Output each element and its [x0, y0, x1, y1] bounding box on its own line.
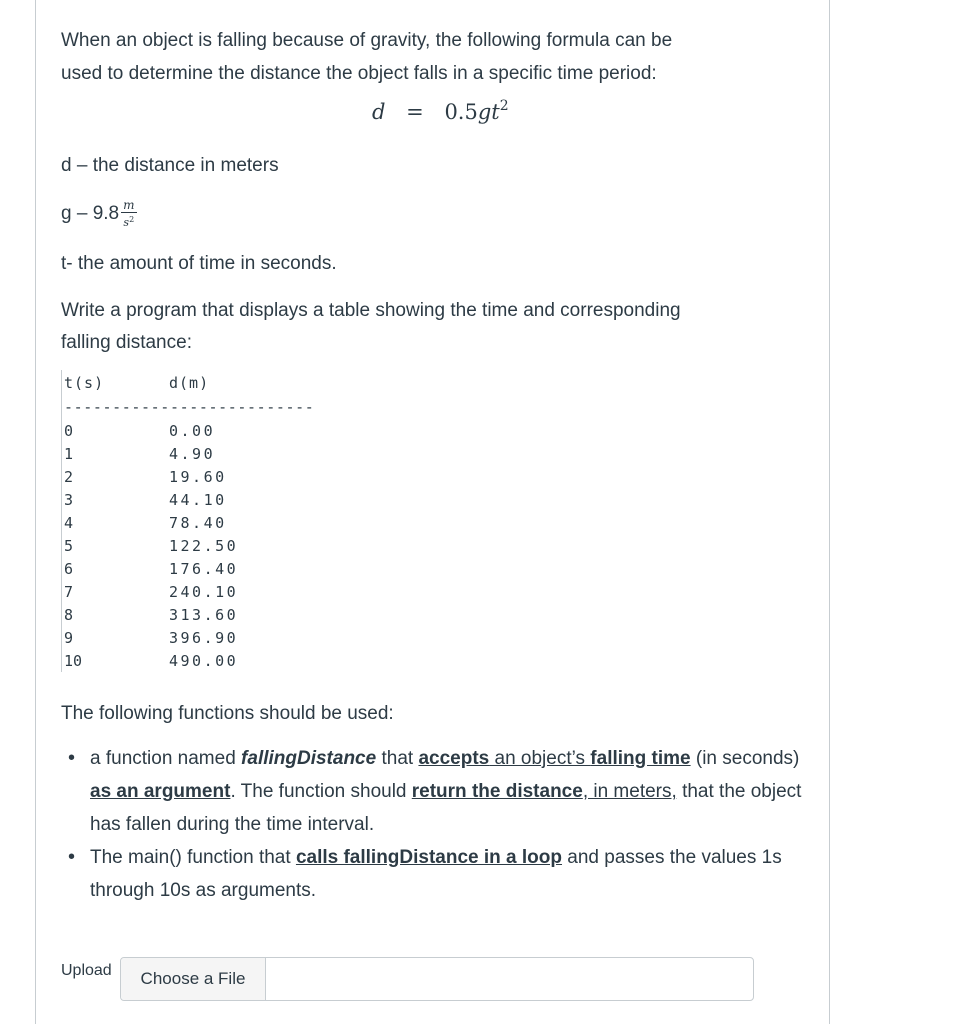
row-distance: 0.00: [169, 422, 216, 440]
b2-calls-loop: calls fallingDistance in a loop: [295, 847, 563, 868]
choose-file-button[interactable]: Choose a File: [121, 958, 266, 1000]
row-time: 9: [64, 629, 74, 647]
b1-as-argument: as an argument: [90, 781, 231, 802]
table-separator: --------------------------: [64, 398, 315, 416]
b1-text-g: that the object has fallen during the time interval.: [90, 781, 802, 835]
row-time: 7: [64, 583, 74, 601]
row-time: 2: [64, 468, 74, 486]
unit-den-exp: 2: [129, 214, 135, 224]
list-item-main: [62, 841, 812, 907]
row-distance: 396.90: [169, 629, 239, 647]
output-table: [61, 370, 332, 672]
b1-text-d: (in seconds): [690, 748, 800, 769]
intro-line-2: used to determine the distance the object falls in a specific time period:: [61, 63, 657, 84]
def-g-prefix: g – 9.8: [61, 203, 120, 224]
row-distance: 44.10: [169, 491, 227, 509]
row-distance: 4.90: [169, 445, 216, 463]
formula-coef: 0.5: [444, 100, 478, 124]
fn-name-fallingDistance: fallingDistance: [241, 748, 377, 769]
unit-den: [121, 213, 136, 229]
row-time: 10: [64, 652, 83, 670]
unit-den-base: s: [123, 215, 130, 229]
formula-exp: 2: [499, 98, 509, 114]
def-d: d – the distance in meters: [61, 155, 279, 176]
formula-g: g: [477, 100, 492, 124]
b2-text-b: and passes the values 1s through 10s as arguments.: [90, 847, 782, 901]
def-t: t- the amount of time in seconds.: [61, 253, 337, 274]
row-time: 6: [64, 560, 74, 578]
row-time: 0: [64, 422, 74, 440]
row-distance: 78.40: [169, 514, 227, 532]
row-distance: 240.10: [169, 583, 239, 601]
b1-text-b: that: [376, 748, 419, 769]
row-distance: 313.60: [169, 606, 239, 624]
list-item-falling-distance: [62, 742, 812, 841]
row-time: 1: [64, 445, 74, 463]
table-header-time: t(s): [64, 374, 105, 392]
row-distance: 490.00: [169, 652, 239, 670]
b1-text-a: a function named: [90, 748, 242, 769]
formula-t: t: [491, 100, 500, 124]
task-line-1: Write a program that displays a table showing the time and corresponding: [61, 300, 681, 321]
row-distance: 19.60: [169, 468, 227, 486]
formula-equals: =: [406, 100, 424, 124]
task-line-2: falling distance:: [61, 332, 192, 353]
distance-formula: [372, 98, 509, 124]
functions-heading: The following functions should be used:: [61, 703, 394, 724]
intro-line-1: When an object is falling because of gravity, the following formula can be: [61, 30, 673, 51]
row-distance: 176.40: [169, 560, 239, 578]
unit-fraction: [121, 199, 136, 229]
file-upload-input[interactable]: [120, 957, 754, 1001]
def-g: [61, 197, 137, 230]
row-time: 5: [64, 537, 74, 555]
b2-text-a: The main() function that: [90, 847, 296, 868]
b1-falling-time: falling time: [590, 748, 691, 769]
functions-list: [62, 742, 812, 907]
b1-return-distance: return the distance: [411, 781, 583, 802]
row-time: 8: [64, 606, 74, 624]
unit-num: m: [123, 197, 135, 212]
row-distance: 122.50: [169, 537, 239, 555]
b1-text-c: an object’s: [489, 748, 591, 769]
formula-lhs: d: [372, 100, 386, 124]
row-time: 4: [64, 514, 74, 532]
b1-text-e: . The function should: [230, 781, 412, 802]
b1-text-f: , in meters,: [582, 781, 677, 802]
table-header-distance: d(m): [169, 374, 210, 392]
upload-label: Upload: [61, 962, 112, 979]
b1-accepts: accepts: [418, 748, 490, 769]
row-time: 3: [64, 491, 74, 509]
